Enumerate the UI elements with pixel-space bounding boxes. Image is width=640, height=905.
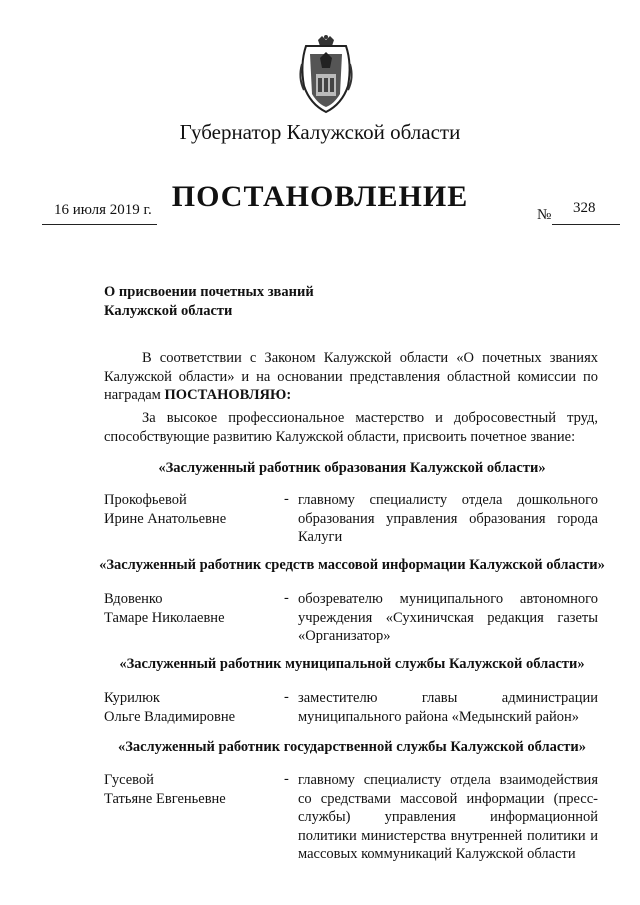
recipient-position	[298, 689, 598, 726]
position-text: Калуги	[298, 529, 343, 545]
subject-line: О присвоении почетных званий	[104, 284, 314, 300]
recipient-surname: Гусевой	[104, 772, 154, 788]
recipient-given-name: Ирине Анатольевне	[104, 510, 227, 527]
position-text: со средствами массовой информации (пресс-	[298, 790, 598, 807]
document-date: 16 июля 2019 г.	[54, 202, 152, 218]
paragraph-text: по наградам	[104, 368, 599, 403]
number-label: №	[537, 207, 552, 223]
award-paragraph	[104, 409, 598, 446]
kaluga-coat-of-arms-icon	[296, 34, 356, 114]
position-text: главному специалисту отдела дошкольного	[298, 492, 598, 508]
preamble-paragraph	[104, 349, 598, 405]
recipient-name	[104, 689, 235, 726]
position-text: заместителю главы администрации	[298, 690, 598, 706]
date-underline	[42, 224, 157, 225]
number-underline	[552, 224, 620, 225]
separator-dash: -	[284, 590, 289, 606]
award-title: «Заслуженный работник образования Калужской области»	[158, 460, 546, 476]
paragraph-text: В соответствии с Законом Калужской области «О почетных званиях	[142, 350, 598, 366]
position-text: обозревателю муниципального автономного	[298, 591, 598, 607]
position-text: службы) управления информационной политики	[298, 809, 598, 844]
recipient-position	[298, 771, 598, 864]
paragraph-text: способствующие развитию Калужской области, присвоить почетное звание:	[104, 428, 576, 445]
recipient-position	[298, 491, 598, 547]
recipient-given-name: Ольге Владимировне	[104, 708, 236, 725]
recipient-surname: Вдовенко	[104, 591, 163, 607]
recipient-name	[104, 491, 226, 528]
document-type-title: ПОСТАНОВЛЕНИЕ	[171, 180, 469, 213]
position-text: главному специалисту отдела взаимодействия	[298, 772, 598, 788]
award-title: «Заслуженный работник средств массовой информации Калужской области»	[99, 557, 605, 573]
position-text: муниципального района «Медынский район»	[298, 708, 580, 725]
separator-dash: -	[284, 771, 289, 787]
position-text: коммуникаций Калужской области	[361, 846, 576, 862]
position-text: министерства внутренней политики и массовых	[298, 827, 598, 862]
award-title: «Заслуженный работник государственной службы Калужской области»	[117, 739, 587, 755]
award-title: «Заслуженный работник муниципальной службы Калужской области»	[119, 656, 585, 672]
separator-dash: -	[284, 491, 289, 507]
recipient-name	[104, 590, 225, 627]
decree-word: ПОСТАНОВЛЯЮ:	[164, 387, 292, 403]
recipient-name	[104, 771, 226, 808]
paragraph-text: За высокое профессиональное мастерство и добросовестный труд,	[142, 410, 598, 426]
subject-line: Калужской области	[104, 303, 233, 319]
recipient-given-name: Татьяне Евгеньевне	[104, 790, 226, 807]
recipient-surname: Курилюк	[104, 690, 160, 706]
position-text: учреждения «Сухиничская редакция газеты	[298, 609, 598, 626]
separator-dash: -	[284, 689, 289, 705]
position-text: «Организатор»	[298, 628, 391, 644]
document-number: 328	[573, 200, 596, 216]
paragraph-text: Калужской области» и на основании представления областной комиссии	[104, 368, 577, 385]
issuing-authority: Губернатор Калужской области	[179, 120, 461, 144]
recipient-given-name: Тамаре Николаевне	[104, 609, 225, 626]
position-text: образования управления образования города	[298, 510, 598, 527]
document-subject	[104, 283, 314, 321]
recipient-position	[298, 590, 598, 646]
recipient-surname: Прокофьевой	[104, 492, 187, 508]
